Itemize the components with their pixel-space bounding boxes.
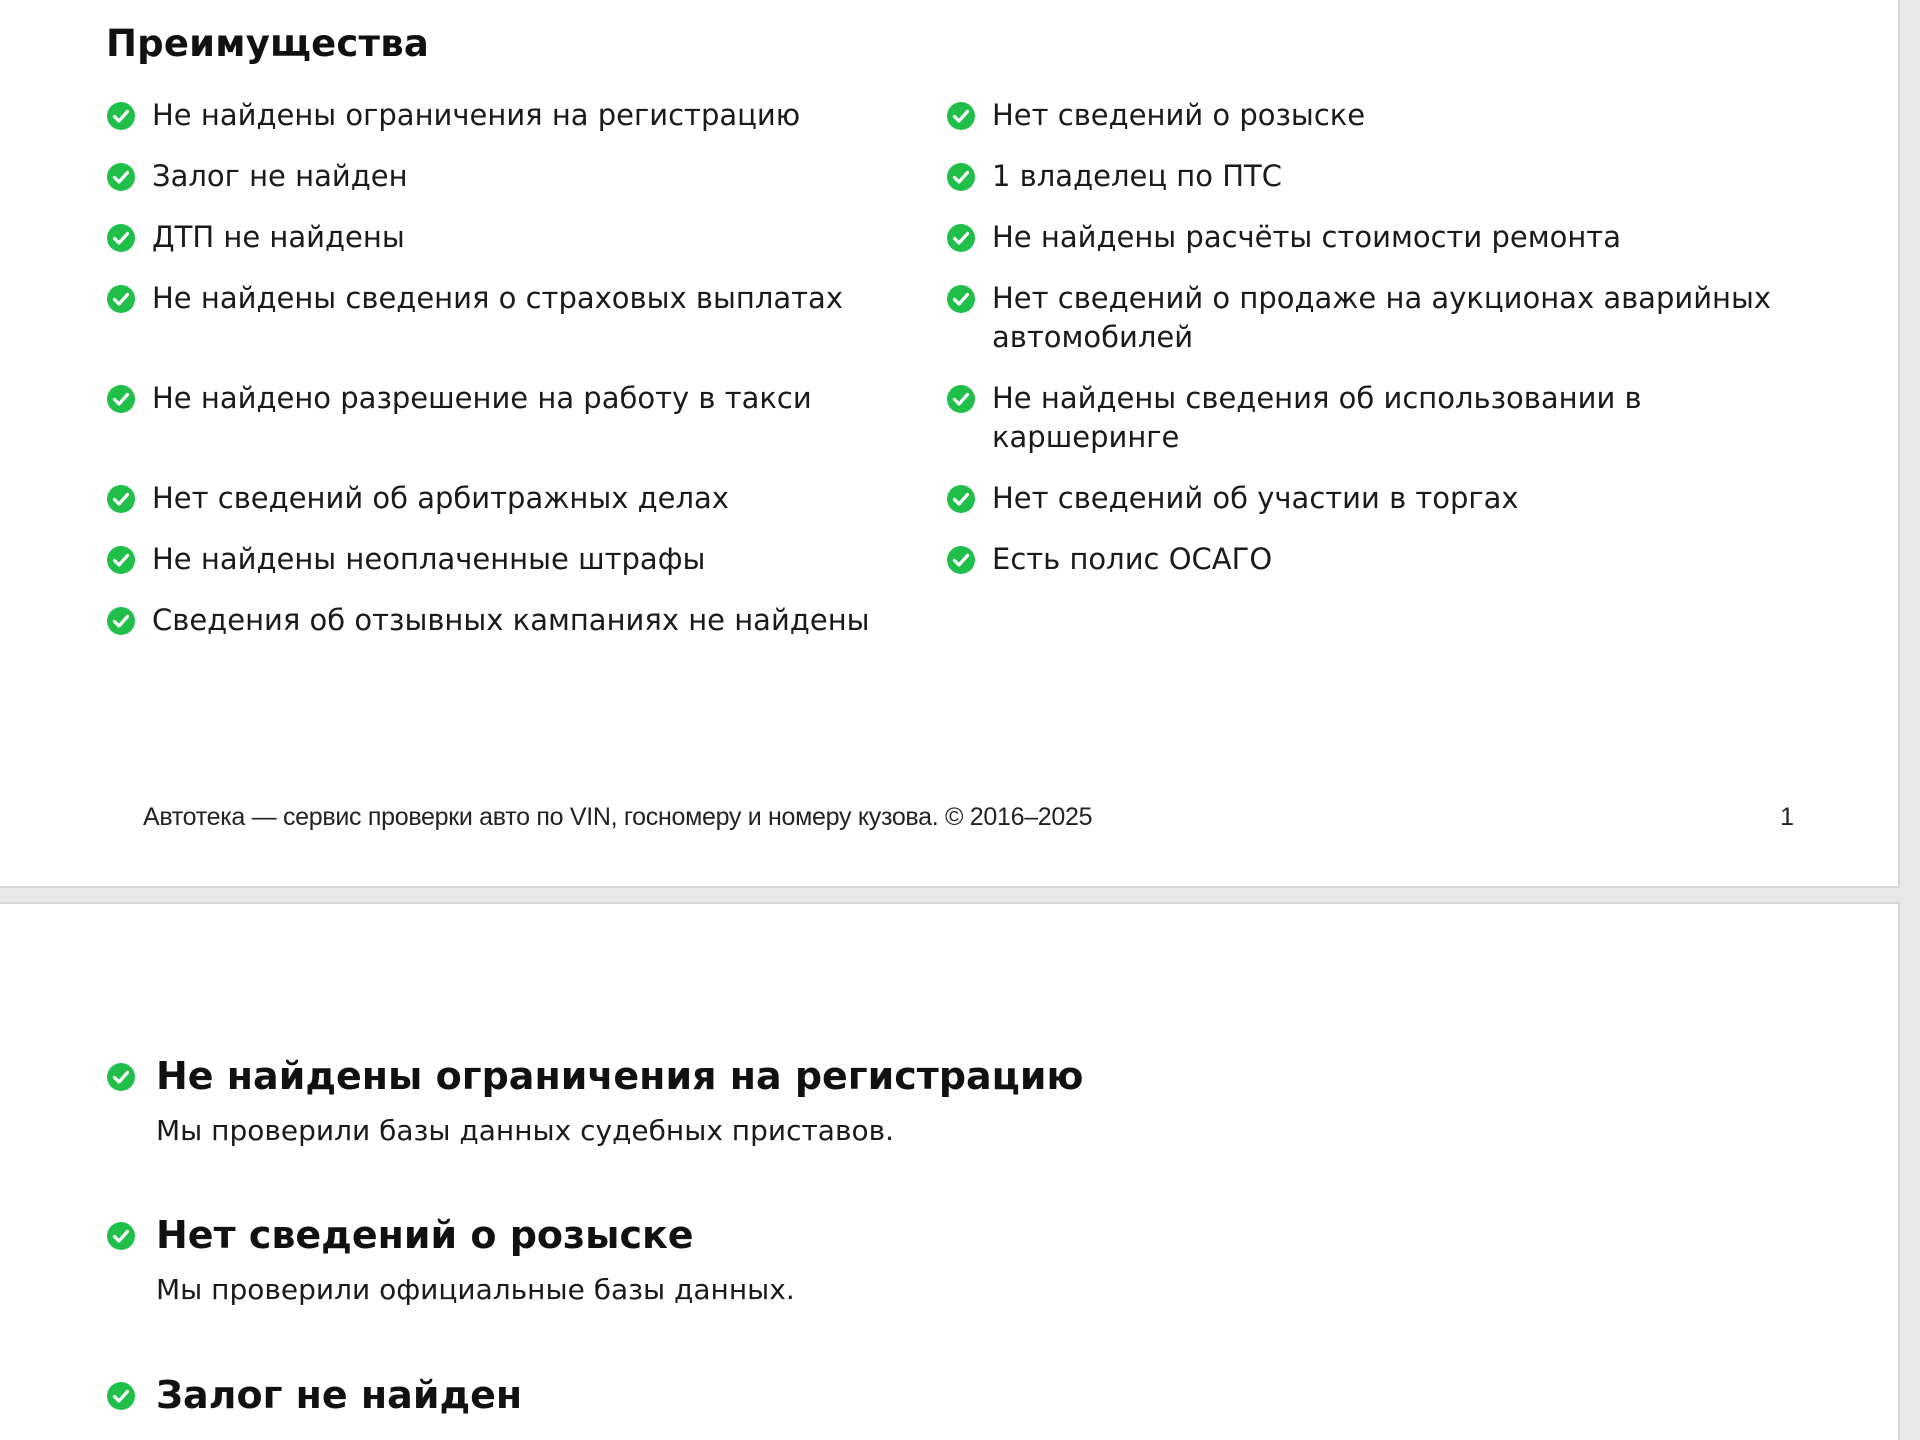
- advantage-item: [106, 96, 926, 157]
- check-circle-icon: [946, 101, 976, 131]
- check-circle-icon: [106, 384, 136, 414]
- advantage-item: [946, 157, 1806, 218]
- detail-heading: [106, 1052, 1806, 1100]
- advantage-label: Не найдены ограничения на регистрацию: [152, 98, 801, 132]
- advantage-item: [106, 601, 926, 662]
- advantage-label: Сведения об отзывных кампаниях не найдены: [152, 603, 870, 637]
- detail-title: Залог не найден: [156, 1373, 523, 1417]
- check-circle-icon: [946, 223, 976, 253]
- detail-section: [106, 1211, 1806, 1309]
- check-circle-icon: [106, 606, 136, 636]
- advantages-title: Преимущества: [106, 22, 429, 65]
- check-circle-icon: [946, 484, 976, 514]
- detail-title: Не найдены ограничения на регистрацию: [156, 1054, 1084, 1098]
- advantage-item: [106, 479, 926, 540]
- check-circle-icon: [946, 162, 976, 192]
- advantage-item: [946, 218, 1806, 279]
- check-circle-icon: [106, 1221, 136, 1251]
- detail-heading: [106, 1371, 1806, 1419]
- check-circle-icon: [946, 384, 976, 414]
- advantages-list-left: [106, 96, 926, 662]
- check-circle-icon: [946, 284, 976, 314]
- check-circle-icon: [106, 223, 136, 253]
- advantage-label: Не найдены неоплаченные штрафы: [152, 542, 706, 576]
- advantage-item: [946, 279, 1806, 379]
- detail-heading: [106, 1211, 1806, 1259]
- page-number: 1: [1780, 803, 1794, 831]
- advantage-label: Нет сведений о розыске: [992, 98, 1366, 132]
- advantage-item: [106, 218, 926, 279]
- advantage-label: Нет сведений о продаже на аукционах аварийных автомобилей: [992, 281, 1772, 354]
- advantage-label: Есть полис ОСАГО: [992, 542, 1273, 576]
- detail-title: Нет сведений о розыске: [156, 1213, 694, 1257]
- advantage-item: [106, 379, 926, 479]
- check-circle-icon: [106, 545, 136, 575]
- advantage-label: Не найдены расчёты стоимости ремонта: [992, 220, 1621, 254]
- check-circle-icon: [106, 284, 136, 314]
- detail-section: [106, 1052, 1806, 1150]
- page-footer-text: Автотека — сервис проверки авто по VIN, госномеру и номеру кузова. © 2016–2025: [143, 803, 1093, 831]
- advantage-label: 1 владелец по ПТС: [992, 159, 1282, 193]
- advantage-label: Не найдено разрешение на работу в такси: [152, 381, 812, 415]
- advantage-label: Нет сведений об участии в торгах: [992, 481, 1519, 515]
- advantage-item: [946, 479, 1806, 540]
- detail-text: Мы проверили официальные базы данных.: [156, 1273, 795, 1306]
- advantage-item: [946, 379, 1806, 479]
- advantage-label: ДТП не найдены: [152, 220, 405, 254]
- advantage-label: Не найдены сведения об использовании в каршеринге: [992, 381, 1642, 454]
- advantages-list-right: [946, 96, 1806, 601]
- check-circle-icon: [946, 545, 976, 575]
- advantage-label: Залог не найден: [152, 159, 408, 193]
- detail-section: [106, 1371, 1806, 1419]
- advantage-label: Нет сведений об арбитражных делах: [152, 481, 729, 515]
- check-circle-icon: [106, 1062, 136, 1092]
- advantage-item: [946, 540, 1806, 601]
- report-page-2: [0, 902, 1900, 1440]
- advantage-item: [106, 540, 926, 601]
- advantage-label: Не найдены сведения о страховых выплатах: [152, 281, 843, 315]
- advantage-item: [946, 96, 1806, 157]
- check-circle-icon: [106, 162, 136, 192]
- check-circle-icon: [106, 101, 136, 131]
- advantage-item: [106, 157, 926, 218]
- check-circle-icon: [106, 1381, 136, 1411]
- advantage-item: [106, 279, 926, 379]
- detail-text: Мы проверили базы данных судебных приставов.: [156, 1114, 894, 1147]
- check-circle-icon: [106, 484, 136, 514]
